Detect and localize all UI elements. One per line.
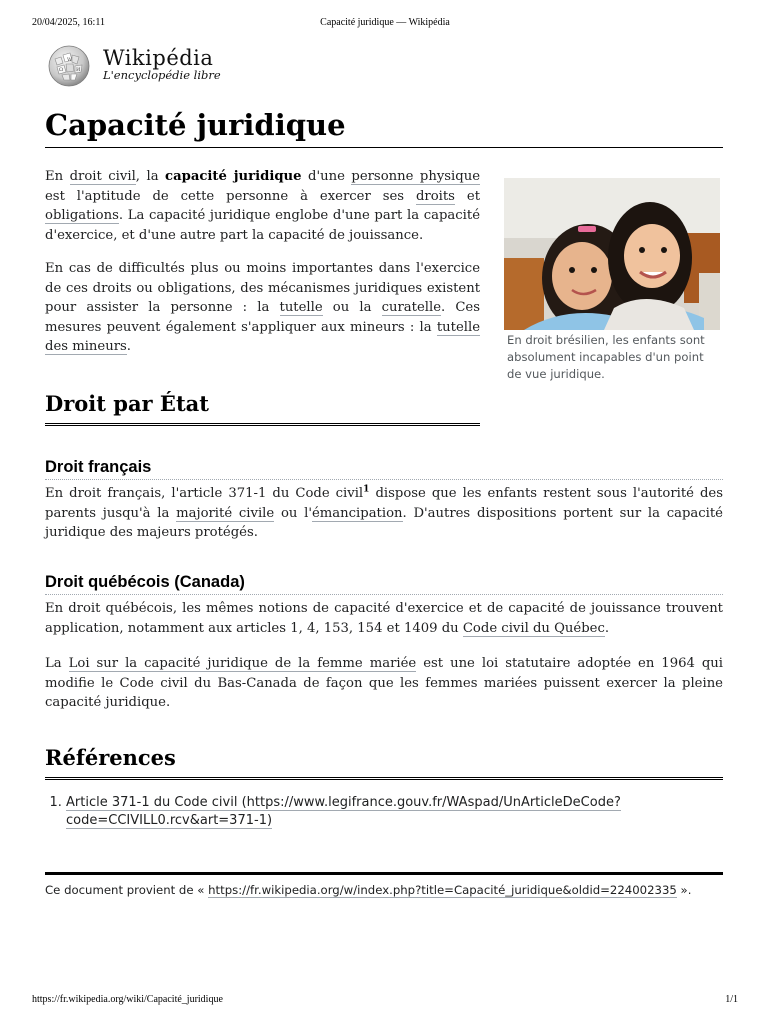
children-photo[interactable]: [504, 178, 720, 330]
link-obligations[interactable]: obligations: [45, 208, 119, 223]
lead-paragraph-1: En droit civil, la capacité juridique d'une personne physique est l'aptitude de cette personne à exercer ses droits et obligations. La capacité juridique englobe d'une part la capacité d'exercice, et d'une autre part la capacité de jouissance.: [45, 169, 481, 243]
link-loi-capacite-femme-mariee[interactable]: Loi sur la capacité juridique de la femme mariée: [68, 656, 417, 671]
wikipedia-tagline: L'encyclopédie libre: [103, 68, 221, 82]
link-curatelle[interactable]: curatelle: [381, 300, 441, 315]
link-code-civil-quebec[interactable]: Code civil du Québec: [462, 620, 605, 636]
reference-link[interactable]: Article 371-1 du Code civil (https://www.legifrance.gouv.fr/WAspad/UnArticleDeCode?code=CCIVILL0.rcv&art=371-1): [66, 795, 621, 828]
reference-item: [66, 794, 723, 830]
link-droits[interactable]: droits: [415, 188, 455, 204]
wikipedia-wordmark: Wikipédia: [103, 46, 214, 70]
svg-text:Ω: Ω: [59, 67, 64, 73]
wikipedia-globe-icon: [45, 43, 93, 87]
heading-droit-francais: Droit français: [45, 456, 723, 480]
link-tutelle[interactable]: tutelle: [279, 300, 323, 315]
heading-references: Références: [45, 745, 723, 780]
wikipedia-logo[interactable]: [45, 43, 245, 89]
link-personne-physique[interactable]: personne physique: [351, 169, 481, 184]
print-url: https://fr.wikipedia.org/wiki/Capacité_juridique: [32, 994, 223, 1005]
print-date: 20/04/2025, 16:11: [32, 17, 105, 28]
link-majorite-civile[interactable]: majorité civile: [176, 505, 275, 521]
paragraph-droit-quebecois-2: La Loi sur la capacité juridique de la femme mariée est une loi statutaire adoptée en 1964 qui modifie le Code civil du Bas-Canada de façon que les femmes mariées puissent exercer la pleine capacité juridique.: [45, 656, 724, 710]
lead-paragraph-2: En cas de difficultés plus ou moins importantes dans l'exercice de ces droits ou obligations, des mécanismes juridiques existent pour assister la personne : la tutelle ou la curatelle. Ces mesures peuvent également s'appliquer aux mineurs : la tutelle des mineurs.: [45, 261, 481, 354]
heading-droit-quebecois: Droit québécois (Canada): [45, 571, 723, 595]
bold-term: capacité juridique: [165, 169, 302, 184]
infobox-figure: [504, 178, 720, 383]
figure-caption: En droit brésilien, les enfants sont absolument incapables d'un point de vue juridique.: [507, 333, 705, 381]
paragraph-droit-francais: En droit français, l'article 371-1 du Code civil$^1$ dispose que les enfants restent sous l'autorité des parents jusqu'à la majorité civile ou l'émancipation. D'autres dispositions portent sur la capacité juridique des majeurs protégés.: [45, 484, 723, 540]
source-link[interactable]: https://fr.wikipedia.org/w/index.php?title=Capacité_juridique&oldid=224002335: [208, 883, 677, 897]
print-footer: [32, 994, 738, 1008]
source-notice: Ce document provient de « https://fr.wikipedia.org/w/index.php?title=Capacité_juridique&oldid=224002335 ».: [45, 883, 692, 897]
svg-text:И: И: [76, 67, 81, 73]
references-list: [45, 794, 723, 830]
print-header: [32, 17, 738, 31]
link-emancipation[interactable]: émancipation: [311, 505, 403, 521]
heading-droit-par-etat: Droit par État: [45, 391, 480, 426]
link-tutelle-des-mineurs[interactable]: tutelle des mineurs: [45, 319, 480, 354]
reference-marker[interactable]: 1: [363, 484, 370, 495]
print-page-count: 1/1: [725, 994, 738, 1005]
svg-text:W: W: [67, 57, 73, 63]
print-page-title: Capacité juridique — Wikipédia: [320, 17, 450, 28]
page-title: Capacité juridique: [45, 105, 723, 148]
paragraph-droit-quebecois-1: En droit québécois, les mêmes notions de capacité d'exercice et de capacité de jouissance trouvent application, notamment aux articles 1, 4, 153, 154 et 1409 du Code civil du Québec.: [45, 601, 723, 636]
link-droit-civil[interactable]: droit civil: [69, 169, 136, 184]
source-divider: [45, 872, 723, 875]
